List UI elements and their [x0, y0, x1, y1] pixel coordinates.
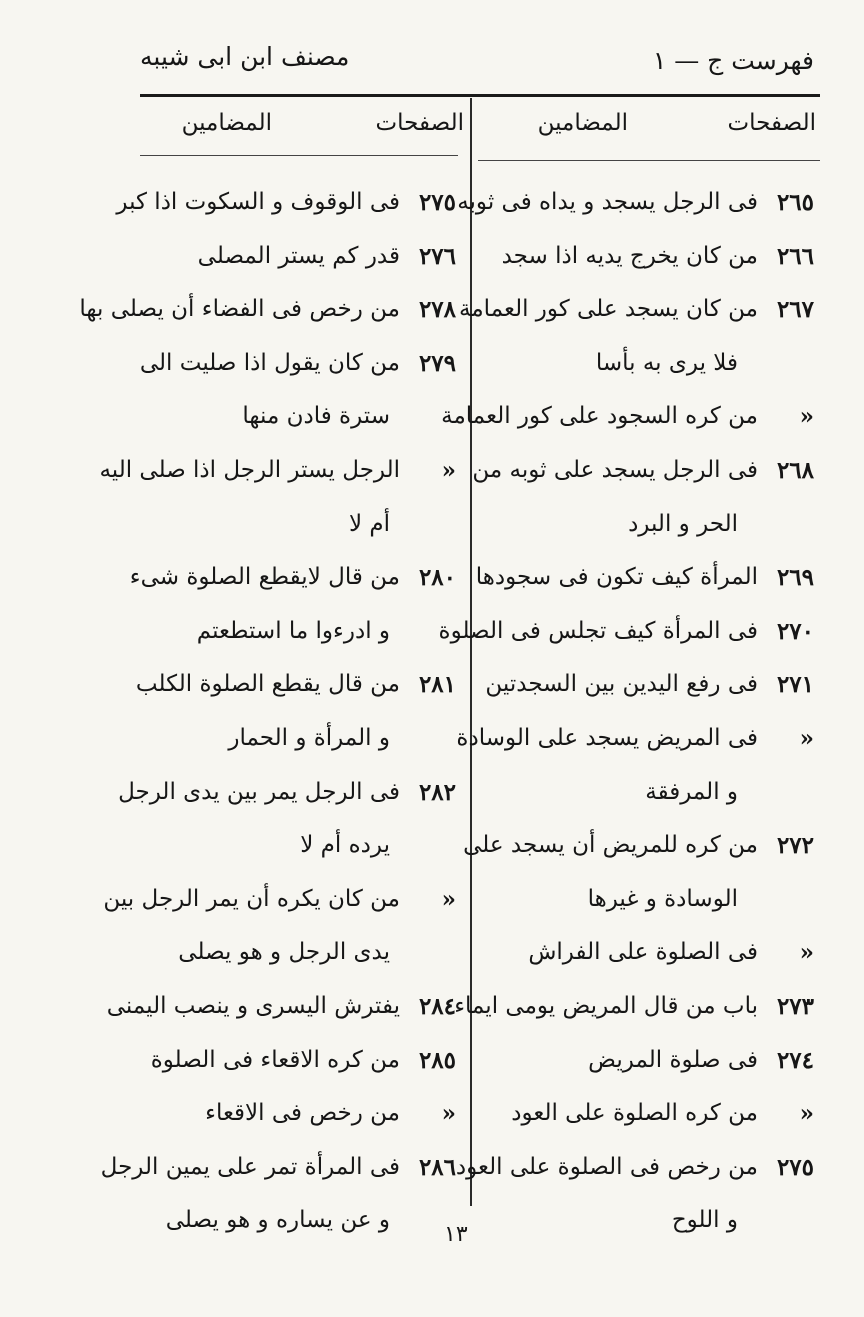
entry-title: من كان يسجد على كور العمامة — [459, 296, 758, 323]
entry-page-number: ٢٧٦ — [418, 242, 456, 270]
entry-page-number: « — [441, 1100, 456, 1128]
entry-page-number: ٢٨٦ — [418, 1153, 456, 1181]
entry-title: الحر و البرد — [628, 510, 738, 537]
right-col-pages-header: الصفحات — [727, 110, 816, 136]
entry-title: فى الرجل يسجد على ثوبه من — [472, 456, 758, 483]
index-entry — [464, 926, 814, 980]
right-header-rule — [478, 160, 820, 161]
entry-page-number: ٢٧٩ — [418, 349, 456, 377]
entry-title: من كان يكره أن يمر الرجل بين — [103, 885, 400, 912]
index-entry — [118, 766, 456, 820]
entry-page-number: ٢٨٠ — [418, 564, 456, 592]
index-entry — [134, 390, 456, 444]
entry-page-number: ٢٧٨ — [418, 296, 456, 324]
entry-title: سترة فادن منها — [242, 403, 390, 430]
index-entry — [79, 283, 456, 337]
entry-title: و اللوح — [671, 1207, 738, 1234]
entry-page-number: « — [799, 1100, 814, 1128]
index-entry — [464, 766, 814, 820]
index-entry — [134, 712, 456, 766]
index-entry — [457, 176, 814, 230]
index-entry — [454, 980, 814, 1034]
entry-title: فلا يرى به بأسا — [595, 349, 738, 376]
index-entry — [134, 230, 456, 284]
entry-title: و ادرءوا ما استطعتم — [196, 617, 390, 644]
entry-title: فى الوقوف و السكوت اذا كبر — [116, 189, 400, 215]
left-col-pages-header: الصفحات — [375, 110, 464, 136]
index-entry — [464, 658, 814, 712]
entry-title: يرده أم لا — [300, 832, 390, 859]
header-rule — [140, 94, 820, 97]
entry-page-number: ٢٧٢ — [776, 832, 814, 860]
entry-page-number: ٢٦٦ — [776, 242, 814, 270]
right-col-contents-header: المضامين — [537, 110, 628, 136]
index-entry — [464, 819, 814, 873]
entry-title: فى صلوة المريض — [588, 1046, 758, 1073]
entry-title: فى الصلوة على الفراش — [528, 939, 758, 966]
entry-title: فى رفع اليدين بين السجدتين — [485, 671, 758, 698]
index-entry — [103, 873, 456, 927]
entry-title: من كره الصلوة على العود — [511, 1100, 758, 1127]
left-column — [79, 176, 456, 1248]
entry-page-number: ٢٧١ — [776, 671, 814, 699]
left-header-rule — [140, 155, 458, 156]
entry-title: من كره الاقعاء فى الصلوة — [150, 1046, 400, 1073]
page-number: ١٣ — [444, 1222, 468, 1247]
entry-title: يدى الرجل و هو يصلى — [178, 939, 390, 966]
index-title: فهرست ج — ١ — [652, 46, 814, 75]
index-entry — [99, 444, 456, 498]
entry-page-number: ٢٨٥ — [418, 1046, 456, 1074]
entry-title: الوسادة و غيرها — [587, 885, 738, 912]
index-entry — [464, 551, 814, 605]
entry-title: فى الرجل يمر بين يدى الرجل — [118, 778, 400, 805]
entry-page-number: ٢٧٠ — [776, 617, 814, 645]
index-entry — [441, 390, 814, 444]
index-entry — [106, 980, 456, 1034]
index-entry — [134, 1194, 456, 1248]
entry-title: يفترش اليسرى و ينصب اليمنى — [106, 992, 400, 1019]
index-entry — [438, 605, 814, 659]
index-entry — [464, 230, 814, 284]
index-entry — [134, 926, 456, 980]
index-entry — [134, 1087, 456, 1141]
index-entry — [456, 712, 814, 766]
entry-page-number: ٢٧٥ — [418, 189, 456, 216]
entry-title: فى المرأة كيف تجلس فى الصلوة — [438, 617, 758, 644]
index-entry — [134, 658, 456, 712]
entry-page-number: ٢٦٨ — [776, 456, 814, 484]
entry-title: الرجل يستر الرجل اذا صلى اليه — [99, 456, 400, 483]
index-entry — [464, 444, 814, 498]
index-entry — [100, 1141, 456, 1195]
left-col-contents-header: المضامين — [181, 110, 272, 136]
book-title: مصنف ابن ابى شيبه — [140, 42, 350, 71]
index-entry — [455, 1141, 814, 1195]
entry-page-number: ٢٦٥ — [776, 189, 814, 216]
entry-title: أم لا — [348, 510, 390, 537]
entry-title: المرأة كيف تكون فى سجودها — [475, 564, 758, 591]
page-header — [140, 38, 818, 88]
index-entry — [459, 283, 814, 337]
index-entry — [464, 1087, 814, 1141]
entry-page-number: « — [799, 403, 814, 431]
entry-title: و المرأة و الحمار — [228, 724, 390, 751]
index-entry — [134, 819, 456, 873]
entry-page-number: ٢٨١ — [418, 671, 456, 699]
index-entry — [464, 1034, 814, 1088]
entry-page-number: « — [799, 939, 814, 967]
entry-title: فى الرجل يسجد و يداه فى ثوبه — [457, 189, 758, 215]
entry-title: من كان يخرج يديه اذا سجد — [501, 242, 758, 269]
index-entry — [134, 605, 456, 659]
entry-title: من قال يقطع الصلوة الكلب — [135, 671, 400, 698]
entry-page-number: ٢٨٢ — [418, 778, 456, 806]
entry-page-number: ٢٦٧ — [776, 296, 814, 324]
entry-page-number: « — [799, 724, 814, 752]
entry-page-number: « — [441, 456, 456, 484]
entry-page-number: ٢٧٣ — [776, 992, 814, 1020]
entry-title: و عن يساره و هو يصلى — [165, 1207, 390, 1234]
index-entry — [134, 498, 456, 552]
entry-title: و المرفقة — [645, 778, 738, 805]
entry-title: من كره للمريض أن يسجد على — [463, 832, 758, 859]
entry-page-number: ٢٧٥ — [776, 1153, 814, 1181]
entry-title: من رخص فى الصلوة على العود — [455, 1153, 758, 1180]
entry-title: من رخص فى الاقعاء — [205, 1100, 400, 1127]
index-entry — [116, 176, 456, 230]
index-entry — [134, 1034, 456, 1088]
entry-title: من رخص فى الفضاء أن يصلى بها — [79, 296, 400, 323]
index-entry — [464, 873, 814, 927]
entry-title: من قال لايقطع الصلوة شىء — [129, 564, 400, 591]
entry-title: قدر كم يستر المصلى — [197, 242, 400, 269]
index-entry — [129, 551, 456, 605]
entry-title: من كان يقول اذا صليت الى — [139, 349, 400, 376]
entry-title: فى المريض يسجد على الوسادة — [456, 724, 758, 751]
entry-page-number: ٢٨٤ — [418, 992, 456, 1020]
entry-title: باب من قال المريض يومى ايماء — [454, 992, 758, 1019]
index-entry — [134, 337, 456, 391]
index-entry — [464, 1194, 814, 1248]
index-entry — [464, 337, 814, 391]
index-entry — [464, 498, 814, 552]
entry-title: من كره السجود على كور العمامة — [441, 403, 758, 430]
entry-title: فى المرأة تمر على يمين الرجل — [100, 1153, 400, 1180]
entry-page-number: ٢٦٩ — [776, 564, 814, 592]
entry-page-number: ٢٧٤ — [776, 1046, 814, 1074]
entry-page-number: « — [441, 885, 456, 913]
